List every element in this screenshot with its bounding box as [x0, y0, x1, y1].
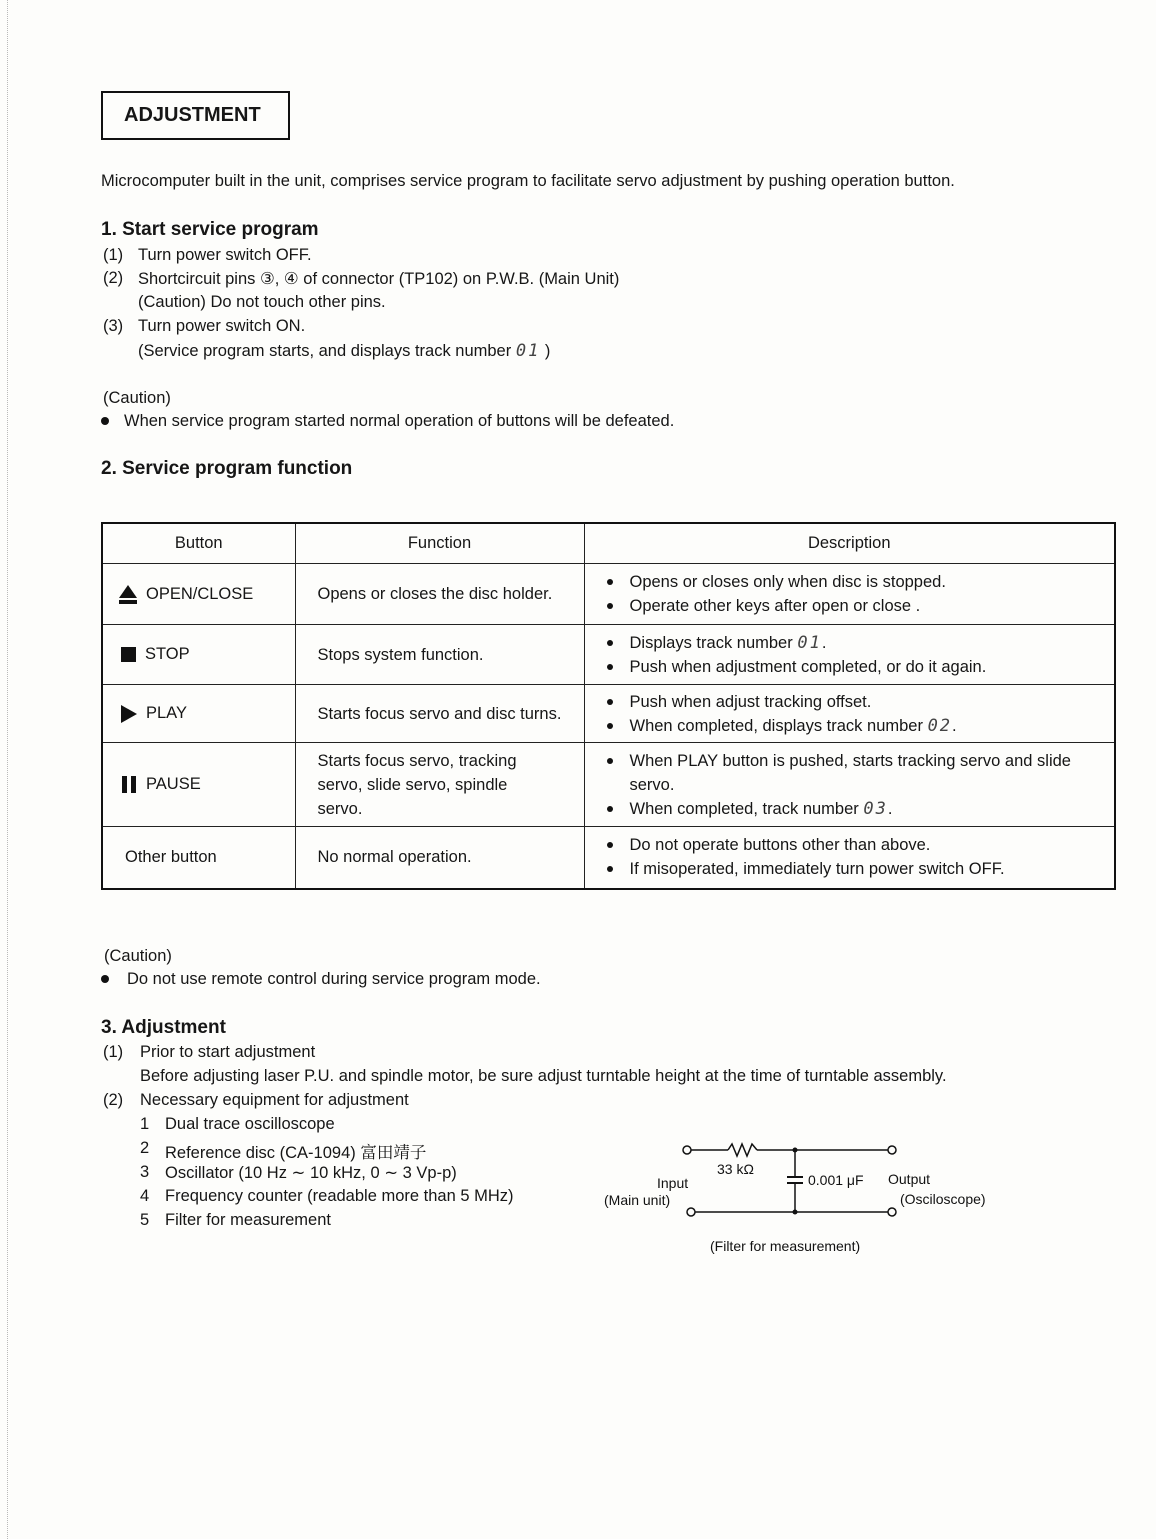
schematic-caption: (Filter for measurement) — [710, 1238, 861, 1254]
column-header: Description — [584, 523, 1115, 564]
page-title: ADJUSTMENT — [101, 91, 290, 140]
eject-icon — [119, 585, 137, 598]
section2-title: 2. Service program function — [101, 458, 353, 479]
description-text — [630, 714, 957, 738]
description-text: Push when adjustment completed, or do it again. — [629, 657, 987, 676]
function-cell: Stops system function. — [295, 625, 584, 685]
segment-suffix: . — [821, 633, 827, 652]
item-title: Prior to start adjustment — [140, 1043, 316, 1061]
step-text: (Service program starts, and displays track number — [138, 342, 512, 360]
output-terminal-top — [888, 1146, 896, 1154]
table-row — [102, 827, 1115, 889]
description-cell — [584, 743, 1115, 827]
description-text: Displays track number — [629, 633, 793, 652]
filter-schematic — [600, 1138, 1020, 1258]
step-text: Shortcircuit pins ③, ④ of connector (TP102) on P.W.B. (Main Unit) — [138, 270, 620, 288]
table-row — [102, 685, 1115, 743]
input-terminal-top — [683, 1146, 691, 1154]
output-sublabel: (Osciloscope) — [900, 1191, 986, 1207]
caution-item — [101, 970, 541, 989]
function-cell: No normal operation. — [295, 827, 584, 889]
function-cell: Opens or closes the disc holder. — [295, 564, 584, 625]
function-cell: Starts focus servo and disc turns. — [295, 685, 584, 743]
description-cell — [584, 625, 1115, 685]
resistor-label: 33 kΩ — [717, 1161, 754, 1177]
equipment-text: Dual trace oscilloscope — [165, 1115, 335, 1133]
description-line — [607, 690, 1115, 714]
bullet-icon — [607, 723, 613, 729]
resistor-symbol — [728, 1144, 757, 1156]
equipment-num: 5 — [140, 1211, 150, 1229]
bullet-icon — [607, 603, 613, 609]
column-header: Function — [295, 523, 584, 564]
description-cell — [584, 564, 1115, 625]
button-cell — [102, 625, 295, 685]
step-text: Turn power switch ON. — [138, 317, 306, 335]
segment-suffix: . — [887, 799, 893, 818]
description-line — [607, 833, 1115, 857]
description-line — [607, 857, 1115, 881]
service-function-table — [101, 522, 1116, 890]
input-sublabel: (Main unit) — [604, 1192, 671, 1208]
button-label: OPEN/CLOSE — [146, 584, 254, 603]
section1-title: 1. Start service program — [101, 219, 319, 240]
capacitor-label: 0.001 μF — [808, 1172, 864, 1188]
button-cell — [102, 743, 295, 827]
step-num: (3) — [103, 317, 124, 335]
item-title: Necessary equipment for adjustment — [140, 1091, 409, 1109]
table-row — [102, 625, 1115, 685]
description-line — [607, 797, 1097, 821]
equipment-text: Oscillator (10 Hz ∼ 10 kHz, 0 ∼ 3 Vp-p) — [165, 1164, 457, 1182]
step-text: Turn power switch OFF. — [138, 246, 312, 264]
description-cell — [584, 685, 1115, 743]
equipment-num: 2 — [140, 1139, 150, 1157]
bullet-icon — [607, 842, 613, 848]
intro-text: Microcomputer built in the unit, comprises service program to facilitate servo adjustment by pushing operation button. — [101, 172, 955, 190]
description-line — [607, 631, 1115, 655]
description-text: Do not operate buttons other than above. — [629, 836, 931, 855]
description-line — [607, 655, 1115, 679]
step-num: (2) — [103, 269, 124, 287]
page-edge — [0, 0, 8, 1539]
item-num: (1) — [103, 1043, 124, 1061]
button-label: STOP — [145, 645, 190, 663]
description-line — [607, 594, 1115, 618]
caution-item — [101, 412, 674, 431]
description-line — [607, 749, 1097, 797]
bullet-icon — [607, 579, 613, 585]
stop-icon — [121, 647, 136, 662]
input-terminal-bottom — [687, 1208, 695, 1216]
button-label: PLAY — [146, 704, 187, 722]
description-text: Push when adjust tracking offset. — [629, 692, 872, 711]
equipment-text: Frequency counter (readable more than 5 MHz) — [165, 1187, 514, 1205]
play-icon — [121, 705, 137, 723]
equipment-text: Filter for measurement — [165, 1211, 331, 1229]
button-cell — [102, 827, 295, 889]
step-suffix: ) — [544, 342, 551, 360]
button-label: Other button — [125, 847, 217, 866]
caution-text: Do not use remote control during service program mode. — [127, 970, 541, 988]
step-text-display — [138, 341, 550, 361]
equipment-num: 4 — [140, 1187, 150, 1205]
caution-label: (Caution) — [104, 947, 172, 965]
button-cell — [102, 564, 295, 625]
track-number-display: 02 — [927, 715, 953, 736]
section3-title: 3. Adjustment — [101, 1017, 226, 1038]
pause-icon — [122, 776, 137, 793]
bullet-icon — [607, 664, 613, 670]
segment-suffix: . — [952, 716, 957, 735]
description-text: When completed, displays track number — [629, 716, 923, 735]
description-line — [607, 570, 1115, 594]
bullet-icon — [607, 640, 613, 646]
description-line — [607, 714, 1115, 738]
description-text: Operate other keys after open or close . — [629, 597, 921, 615]
track-number-display: 01 — [797, 632, 822, 653]
track-number-display: 01 — [515, 341, 541, 361]
button-label: PAUSE — [146, 775, 201, 793]
step-text: (Caution) Do not touch other pins. — [138, 293, 386, 311]
bullet-icon — [101, 975, 109, 983]
caution-text: When service program started normal operation of buttons will be defeated. — [124, 412, 675, 430]
caution-label: (Caution) — [103, 389, 171, 407]
column-header: Button — [102, 523, 295, 564]
bullet-icon — [607, 866, 613, 872]
bullet-icon — [607, 699, 613, 705]
item-text: Before adjusting laser P.U. and spindle motor, be sure adjust turntable height at the time of turntable assembly. — [140, 1067, 947, 1085]
description-text — [630, 631, 827, 655]
description-text — [630, 797, 893, 821]
table-header-row — [102, 523, 1115, 564]
equipment-num: 3 — [140, 1163, 150, 1181]
description-text: Opens or closes only when disc is stopped. — [629, 573, 946, 591]
bullet-icon — [607, 758, 613, 764]
track-number-display: 03 — [863, 798, 888, 819]
table-row — [102, 743, 1115, 827]
output-label: Output — [888, 1171, 931, 1187]
input-label: Input — [657, 1175, 689, 1191]
description-text: When PLAY button is pushed, starts tracking servo and slide servo. — [629, 751, 1071, 794]
item-num: (2) — [103, 1091, 124, 1109]
junction-dot — [793, 1148, 798, 1153]
step-num: (1) — [103, 246, 124, 264]
junction-dot — [793, 1210, 798, 1215]
equipment-num: 1 — [140, 1115, 150, 1133]
output-terminal-bottom — [888, 1208, 896, 1216]
function-cell: Starts focus servo, tracking servo, slide servo, spindle servo. — [295, 743, 584, 827]
button-cell — [102, 685, 295, 743]
equipment-text: Reference disc (CA-1094) 富田靖子 — [165, 1144, 427, 1162]
description-text: If misoperated, immediately turn power switch OFF. — [629, 860, 1005, 879]
bullet-icon — [101, 417, 109, 425]
bullet-icon — [607, 806, 613, 812]
table-row — [102, 564, 1115, 625]
description-cell — [584, 827, 1115, 889]
description-text: When completed, track number — [629, 799, 859, 818]
